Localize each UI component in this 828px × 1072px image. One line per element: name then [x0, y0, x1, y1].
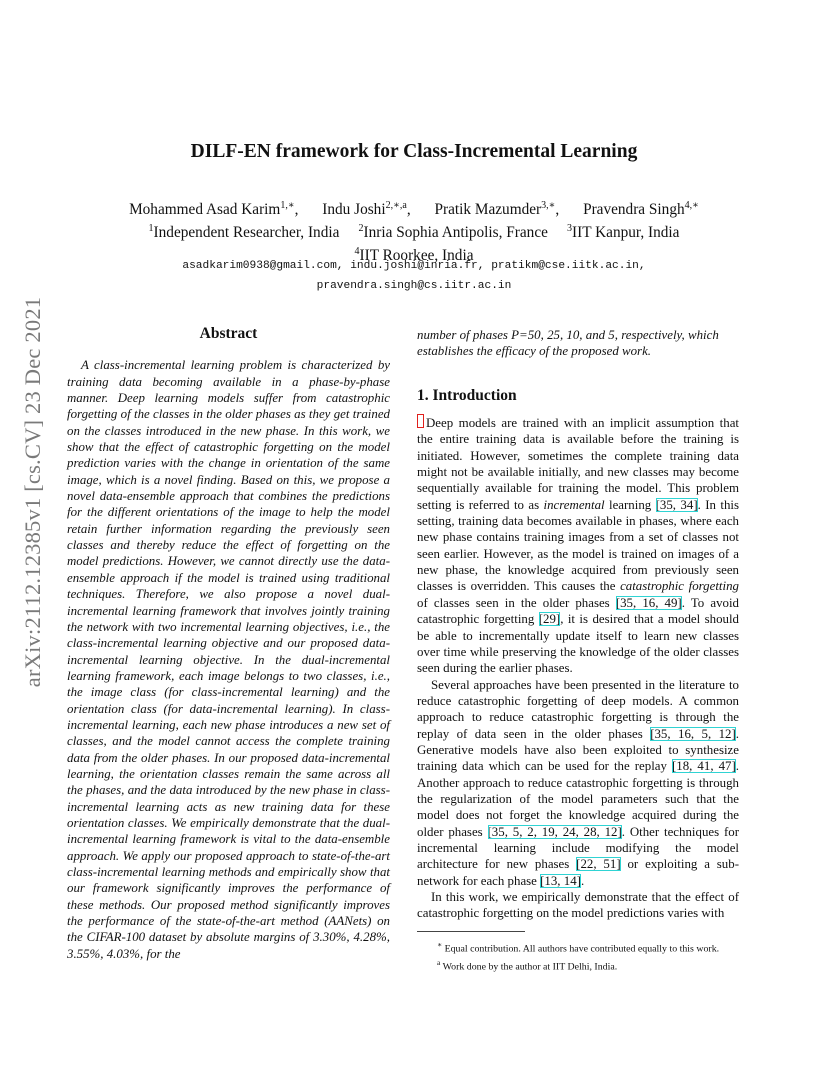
intro-paragraph-3: In this work, we empirically demonstrate that the effect of catastrophic forgetting on the model predictions varies with [417, 890, 739, 921]
citation-link[interactable]: [35, 16, 49] [615, 595, 682, 610]
author: Pravendra Singh$^{4,∗}$ [583, 200, 699, 219]
author: Mohammed Asad Karim$^{1,∗}$, [129, 200, 299, 219]
text-run: incremental [543, 497, 605, 512]
intro-paragraph-1 [417, 414, 739, 677]
text-run: learning [604, 497, 656, 512]
text-run: or exploiting a sub-network for each phase [417, 857, 739, 888]
text-run: . Generative models have also been exploited to synthesize training data which can be used for the replay [417, 726, 740, 774]
text-run: . To avoid catastrophic forgetting [417, 595, 739, 627]
text-run: Several approaches have been presented in the literature to reduce catastrophic forgetting of deep models. A common approach to reduce catastrophic forgetting is through the replay of data seen in the older phases [417, 677, 739, 741]
affiliation: $^2$Inria Sophia Antipolis, France [358, 223, 548, 242]
text-run: of classes seen in the older phases [417, 595, 616, 610]
text-run: Deep models are trained with an implicit assumption that the entire training data is available before the training is initiated. However, sometimes the complete training data might not be available initially, and new classes may become sequentially available for training the model. This problem setting is referred to as [417, 416, 739, 512]
author: Pratik Mazumder$^{3,∗}$, [434, 200, 560, 219]
affiliation: $^1$Independent Researcher, India [148, 223, 340, 242]
author: Indu Joshi$^{2,∗,a}$, [322, 200, 411, 219]
text-run: , it is desired that a model should be able to incrementally update itself to learn new classes over time while preserving the knowledge of the older classes seen during the earlier phases. [417, 612, 739, 676]
citation-link[interactable]: [18, 41, 47] [672, 759, 736, 774]
citation-link[interactable]: [35, 34] [655, 497, 698, 512]
abstract-text: A class-incremental learning problem is characterized by training data becoming available in a phase-by-phase manner. Deep learning models suffer from catastrophic forgetting of the classes in the older phases as they get trained on the classes introduced in the new phase. In this work, we show that the effect of catastrophic forgetting on the model prediction varies with the change in orientation of the same image, which is a novel finding. Based on this, we propose a novel data-ensemble approach that combines the predictions for the different orientations of the image to help the model retain further information regarding the previously seen classes and thereby reduce the effect of forgetting on the model predictions. However, we cannot directly use the data-ensemble approach if the model is trained using traditional techniques. Therefore, we also propose a novel dual-incremental learning framework that involves jointly training the network with two incremental learning objectives, i.e., the class-incremental learning objective and our proposed data-incremental learning objective. In the dual-incremental learning framework, each image belongs to two classes, i.e., the image class (for class-incremental learning) and the orientation class (for data-incremental learning). In class-incremental learning, each new phase introduces a new set of classes, and the model cannot access the complete training data from the older phases. In our proposed data-incremental learning, the orientation classes remain the same across all the phases, and the data introduced by the new phase in class-incremental learning acts as new training data for these orientation classes. We empirically demonstrate that the dual-incremental learning framework is vital to the data-ensemble approach. We apply our proposed approach to state-of-the-art class-incremental learning methods and empirically show that our framework significantly improves the performance of these methods. Our proposed method significantly improves the performance of the state-of-the-art method (AANets) on the CIFAR-100 dataset by absolute margins of 3.30%, 4.28%, 3.55%, 4.03%, for the [67, 358, 390, 961]
link-marker-icon [417, 414, 424, 428]
left-column [67, 326, 390, 962]
text-run: . In this setting, training data becomes available in phases, where each new phase contains training images from a set of classes not seen earlier. However, as the model is trained on images of a new phase, the knowledge acquired from previously seen classes is overridden. This causes the [417, 497, 740, 594]
citation-link[interactable]: [22, 51] [576, 857, 621, 872]
introduction-heading: 1. Introduction [417, 386, 517, 404]
author-list [60, 196, 768, 219]
arxiv-sidebar [14, 272, 52, 712]
email-line: pravendra.singh@cs.iitr.ac.in [316, 280, 512, 292]
email-line: asadkarim0938@gmail.com, indu.joshi@inria.fr, pratikm@cse.iitk.ac.in, [182, 260, 646, 272]
text-run: . Another approach to reduce catastrophic forgetting is through the regularization of the model parameters such that the model does not forget the knowledge acquired during the older phases [417, 759, 739, 839]
citation-link[interactable]: [29] [538, 612, 561, 627]
right-column [417, 327, 739, 974]
text-run: . [580, 873, 585, 888]
author-emails [60, 256, 768, 296]
citation-link[interactable]: [35, 5, 2, 19, 24, 28, 12] [487, 824, 622, 839]
affiliation: $^4$IIT Roorkee, India [354, 246, 474, 265]
footnote-divider [417, 931, 525, 932]
text-run: . Other techniques for incremental learning include modifying the model architecture for new phases [417, 824, 739, 872]
abstract-continuation: number of phases P=50, 25, 10, and 5, respectively, which establishes the efficacy of the proposed work. [417, 328, 719, 359]
footnote: ∗ Equal contribution. All authors have contributed equally to this work. [437, 939, 720, 954]
abstract-heading: Abstract [199, 325, 258, 342]
affiliation-list [60, 219, 768, 242]
citation-link[interactable]: [13, 14] [540, 873, 581, 888]
text-run: catastrophic forgetting [620, 579, 739, 594]
affiliation: $^3$IIT Kanpur, India [567, 223, 680, 242]
footnote: $^a$ Work done by the author at IIT Delhi, India. [437, 957, 618, 973]
arxiv-identifier: arXiv:2112.12385v1 [cs.CV] 23 Dec 2021 [20, 296, 45, 688]
intro-paragraph-2 [417, 677, 739, 889]
citation-link[interactable]: [35, 16, 5, 12] [650, 726, 736, 741]
author-block [60, 196, 768, 265]
paper-title: DILF-EN framework for Class-Incremental Learning [190, 141, 638, 162]
